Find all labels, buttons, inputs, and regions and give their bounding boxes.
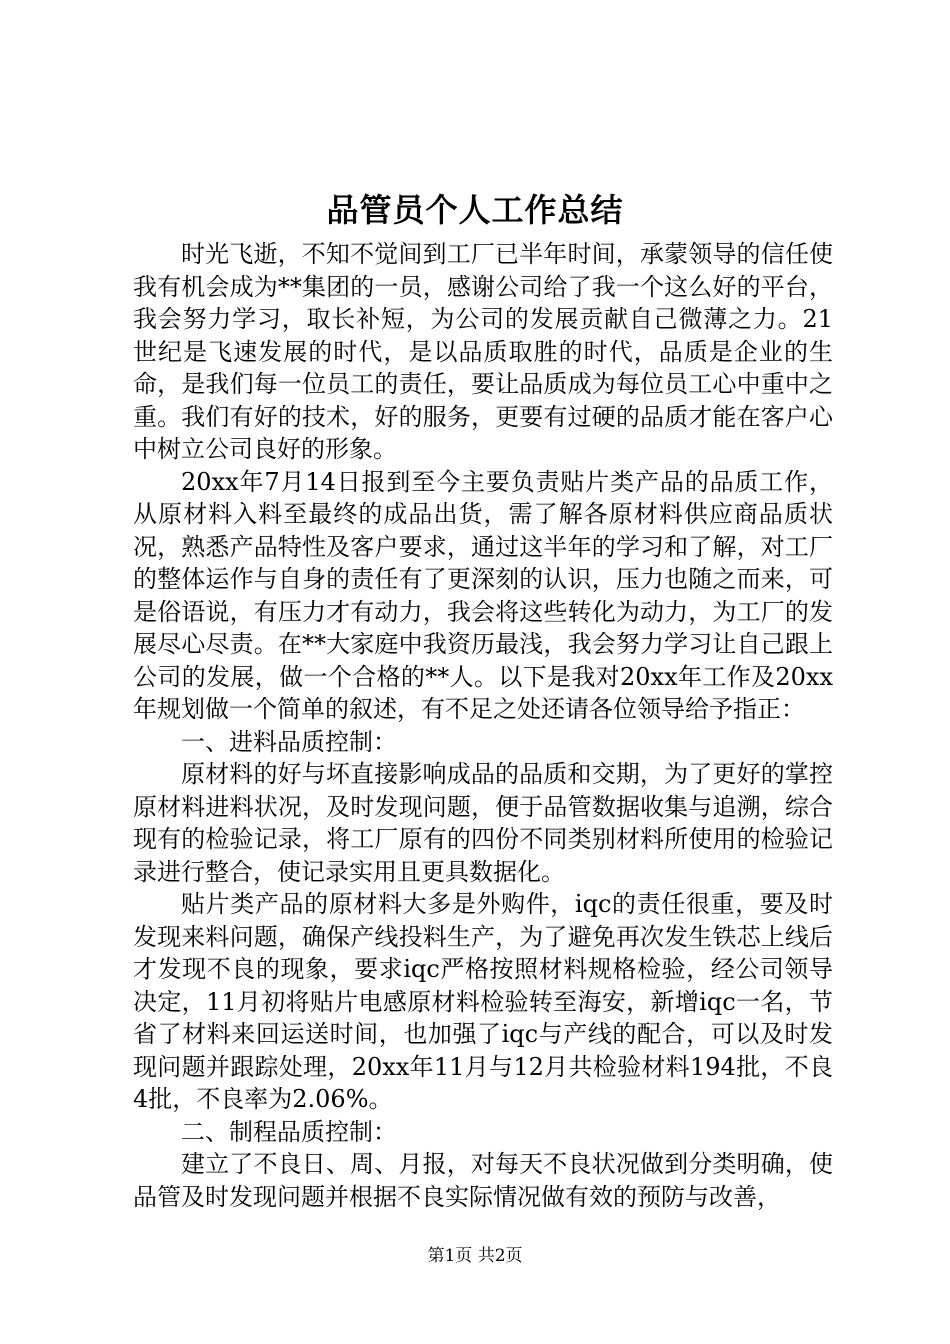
paragraph-incoming-records: 原材料的好与坏直接影响成品的品质和交期，为了更好的掌控原材料进料状况，及时发现问题，便于品管数据收集与追溯，综合现有的检验记录，将工厂原有的四份不同类别材料所使用的检验记录进行整合，使记录实用且更具数据化。	[133, 760, 833, 886]
paragraph-intro: 时光飞逝，不知不觉间到工厂已半年时间，承蒙领导的信任使我有机会成为**集团的一员，感谢公司给了我一个这么好的平台，我会努力学习，取长补短，为公司的发展贡献自己微薄之力。21世纪是飞速发展的时代，是以品质取胜的时代，品质是企业的生命，是我们每一位员工的责任，要让品质成为每位员工心中重中之重。我们有好的技术，好的服务，更要有过硬的品质才能在客户心中树立公司良好的形象。	[133, 240, 833, 463]
paragraph-overview: 20xx年7月14日报到至今主要负责贴片类产品的品质工作，从原材料入料至最终的成品出货，需了解各原材料供应商品质状况，熟悉产品特性及客户要求，通过这半年的学习和了解，对工厂的整体运作与自身的责任有了更深刻的认识，压力也随之而来，可是俗语说，有压力才有动力，我会将这些转化为动力，为工厂的发展尽心尽责。在**大家庭中我资历最浅，我会努力学习让自己跟上公司的发展，做一个合格的**人。以下是我对20xx年工作及20xx年规划做一个简单的叙述，有不足之处还请各位领导给予指正：	[133, 467, 833, 723]
paragraph-process-reports: 建立了不良日、周、月报，对每天不良状况做到分类明确，使品管及时发现问题并根据不良实际情况做有效的预防与改善，	[133, 1150, 833, 1211]
page-number-footer: 第1页 共2页	[427, 1246, 523, 1266]
paragraph-incoming-iqc: 贴片类产品的原材料大多是外购件，iqc的责任很重，要及时发现来料问题，确保产线投料生产，为了避免再次发生铁芯上线后才发现不良的现象，要求iqc严格按照材料规格检验，经公司领导决定，11月初将贴片电感原材料检验转至海安，新增iqc一名，节省了材料来回运送时间，也加强了iqc与产线的配合，可以及时发现问题并跟踪处理，20xx年11月与12月共检验材料194批，不良4批，不良率为2.06%。	[133, 890, 833, 1113]
document-body	[133, 238, 833, 1213]
section-heading-process-quality: 二、制程品质控制：	[181, 1117, 397, 1146]
page-title: 品管员个人工作总结	[326, 191, 624, 229]
section-heading-incoming-quality: 一、进料品质控制：	[181, 727, 397, 756]
